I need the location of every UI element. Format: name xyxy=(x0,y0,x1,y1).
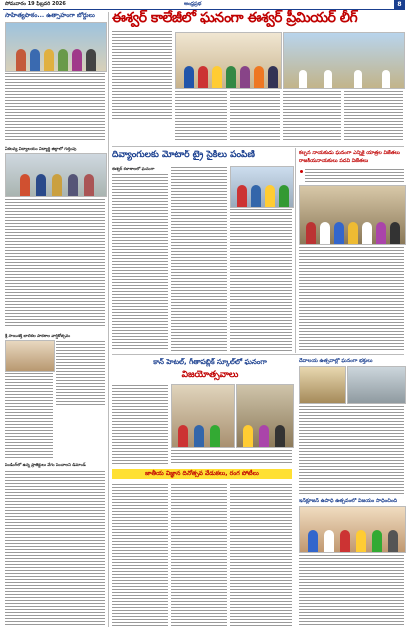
article-photo xyxy=(299,506,406,553)
article-photo xyxy=(299,185,406,245)
article-body xyxy=(5,198,105,328)
section-divider xyxy=(112,146,404,147)
article-headline: సాహిత్యపాఠం... ఉత్సాహంగా బోర్డులు xyxy=(5,12,95,19)
page-number: 8 xyxy=(394,0,405,9)
article-body xyxy=(230,208,292,351)
article-photo xyxy=(5,22,107,72)
article-photo xyxy=(236,384,294,448)
article-photo xyxy=(347,366,406,404)
article-headline: దేవాలయ ఉత్సవాల్లో ఘనంగా భక్తులు xyxy=(299,358,373,364)
page-header xyxy=(0,0,408,9)
article-body xyxy=(283,90,341,142)
article-subheadline: ఈశ్వర్ కళాశాలలో ఘనంగా xyxy=(112,166,155,171)
column-divider xyxy=(108,12,109,627)
article-photo xyxy=(5,340,55,372)
article-body xyxy=(230,90,280,142)
article-photo xyxy=(299,366,346,404)
bullet-icon xyxy=(300,170,303,173)
article-body xyxy=(171,483,227,626)
article-highlights xyxy=(305,168,404,182)
article-headline: రాజకీయనాయకులు పదవి విజేతలు xyxy=(299,158,369,164)
section-divider xyxy=(112,354,404,355)
article-body xyxy=(299,246,404,351)
article-photo xyxy=(230,166,294,208)
article-body xyxy=(299,405,404,495)
article-photo xyxy=(175,32,282,89)
column-divider xyxy=(295,148,296,353)
article-body xyxy=(5,72,105,142)
article-body xyxy=(344,90,403,142)
newspaper-name: ఆంధ్రప్రభ xyxy=(184,1,202,7)
article-body xyxy=(56,340,105,406)
article-subheadline: విజయోత్సవాలు xyxy=(181,370,239,380)
article-body xyxy=(112,173,168,351)
article-body xyxy=(5,470,105,625)
article-headline: కాన్ హెటల్, గీతాపబ్లిక్ స్కూల్‌లో ఘనంగా xyxy=(153,358,267,366)
article-photo xyxy=(171,384,235,448)
issue-date: సోమవారం 19 ఫిబ్రవరి 2026 xyxy=(5,1,66,7)
article-body xyxy=(171,449,292,464)
main-headline: ఈశ్వర్ కాలేజీలో ఘనంగా ఈశ్వర్ ప్రీమియర్ లీగ్ xyxy=(112,10,358,26)
article-photo xyxy=(5,153,107,197)
article-subheadline: ఏకలవ్య విద్యాలయం విద్యార్థి జిల్లాలో గుర్తింపు xyxy=(5,146,77,151)
article-body xyxy=(112,384,168,464)
article-body xyxy=(175,90,227,142)
article-body xyxy=(5,372,53,460)
article-body xyxy=(171,166,227,351)
article-body xyxy=(112,483,168,626)
article-headline: దివ్యాంగులకు మోటార్ ట్రై సైకిలు పంపిణీ xyxy=(112,150,255,160)
article-subheadline: పెండింగ్‌లో ఉన్న ప్రాజెక్టులు వేగం పెంచాలని డిమాండ్ xyxy=(5,462,86,467)
article-body xyxy=(112,30,172,120)
banner-headline: జాతీయ విజ్ఞాన దినోత్సవ వేడుకలు, రంగ పోటీలు xyxy=(112,469,292,479)
article-body xyxy=(299,554,404,626)
article-headline: ఇన్‌క్లూజన్ ఉపాధి ఉత్సవంలో విజయం సాధించింది xyxy=(299,498,398,504)
article-body xyxy=(230,483,292,626)
article-headline: కల్పన నాయకుడు ఘనంగా ఎన్నికై యాత్రల విజేతలు xyxy=(299,150,400,156)
article-photo xyxy=(283,32,405,89)
article-subheadline: శ్రీ సాయిశక్తి బాలికల పాఠశాల వార్షికోత్సవం xyxy=(5,333,71,338)
